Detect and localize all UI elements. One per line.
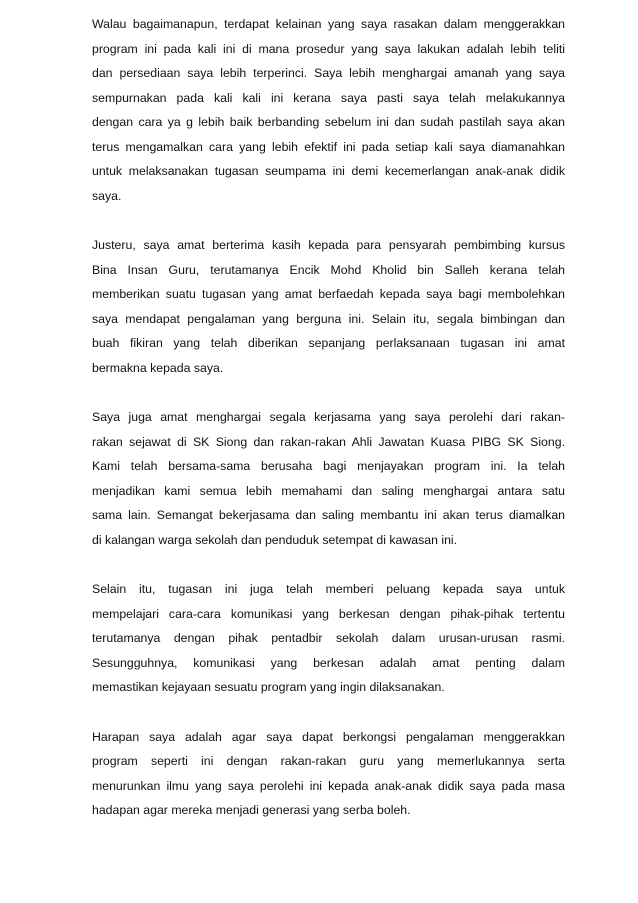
paragraph-3 — [92, 405, 565, 552]
text-line: saya mendapat pengalaman yang berguna ini. Selain itu, segala bimbingan dan — [92, 311, 565, 326]
text-line: dan persediaan saya lebih terperinci. Saya lebih menghargai amanah yang saya — [92, 66, 565, 80]
text-line: bermakna kepada saya. — [92, 360, 224, 375]
text-line: memberikan suatu tugasan yang amat berfaedah kepada saya bagi membolehkan — [92, 287, 565, 301]
text-line: memastikan kejayaan sesuatu program yang ingin dilaksanakan. — [92, 680, 445, 694]
text-line: Sesungguhnya, komunikasi yang berkesan adalah amat penting dalam — [92, 655, 565, 670]
text-line: mempelajari cara-cara komunikasi yang berkesan dengan pihak-pihak tertentu — [92, 606, 565, 621]
text-line: buah fikiran yang telah diberikan sepanjang perlaksanaan tugasan ini amat — [92, 336, 565, 350]
text-line: rakan sejawat di SK Siong dan rakan-rakan Ahli Jawatan Kuasa PIBG SK Siong. — [92, 434, 565, 449]
text-line: Selain itu, tugasan ini juga telah memberi peluang kepada saya untuk — [92, 582, 565, 596]
text-line: sama lain. Semangat bekerjasama dan saling membantu ini akan terus diamalkan — [92, 508, 565, 522]
text-line: terus mengamalkan cara yang lebih efektif ini pada setiap kali saya diamanahkan — [92, 139, 565, 154]
text-line: Harapan saya adalah agar saya dapat berkongsi pengalaman menggerakkan — [92, 729, 565, 744]
text-line: Saya juga amat menghargai segala kerjasama yang saya perolehi dari rakan- — [92, 410, 565, 424]
text-line: terutamanya dengan pihak pentadbir sekolah dalam urusan-urusan rasmi. — [92, 631, 565, 645]
document-page — [92, 12, 565, 848]
text-line: Justeru, saya amat berterima kasih kepada para pensyarah pembimbing kursus — [92, 238, 565, 252]
paragraph-2 — [92, 233, 565, 380]
text-line: untuk melaksanakan tugasan seumpama ini demi kecemerlangan anak-anak didik — [92, 164, 565, 178]
text-line: sempurnakan pada kali kali ini kerana saya pasti saya telah melakukannya — [92, 90, 565, 105]
text-line: Kami telah bersama-sama berusaha bagi menjayakan program ini. Ia telah — [92, 459, 565, 473]
text-line: program ini pada kali ini di mana prosedur yang saya lakukan adalah lebih teliti — [92, 41, 565, 56]
text-line: hadapan agar mereka menjadi generasi yang serba boleh. — [92, 803, 411, 817]
paragraph-4 — [92, 577, 565, 700]
text-line: dengan cara ya g lebih baik berbanding sebelum ini dan sudah pastilah saya akan — [92, 115, 565, 129]
text-line: Walau bagaimanapun, terdapat kelainan yang saya rasakan dalam menggerakkan — [92, 17, 565, 31]
text-line: program seperti ini dengan rakan-rakan guru yang memerlukannya serta — [92, 754, 565, 768]
text-line: Bina Insan Guru, terutamanya Encik Mohd Kholid bin Salleh kerana telah — [92, 262, 565, 277]
text-line: menjadikan kami semua lebih memahami dan saling menghargai antara satu — [92, 483, 565, 498]
paragraph-5 — [92, 725, 565, 823]
text-line: menurunkan ilmu yang saya perolehi ini kepada anak-anak didik saya pada masa — [92, 778, 565, 793]
text-line: saya. — [92, 188, 122, 203]
text-line: di kalangan warga sekolah dan penduduk setempat di kawasan ini. — [92, 532, 458, 547]
paragraph-1 — [92, 12, 565, 208]
